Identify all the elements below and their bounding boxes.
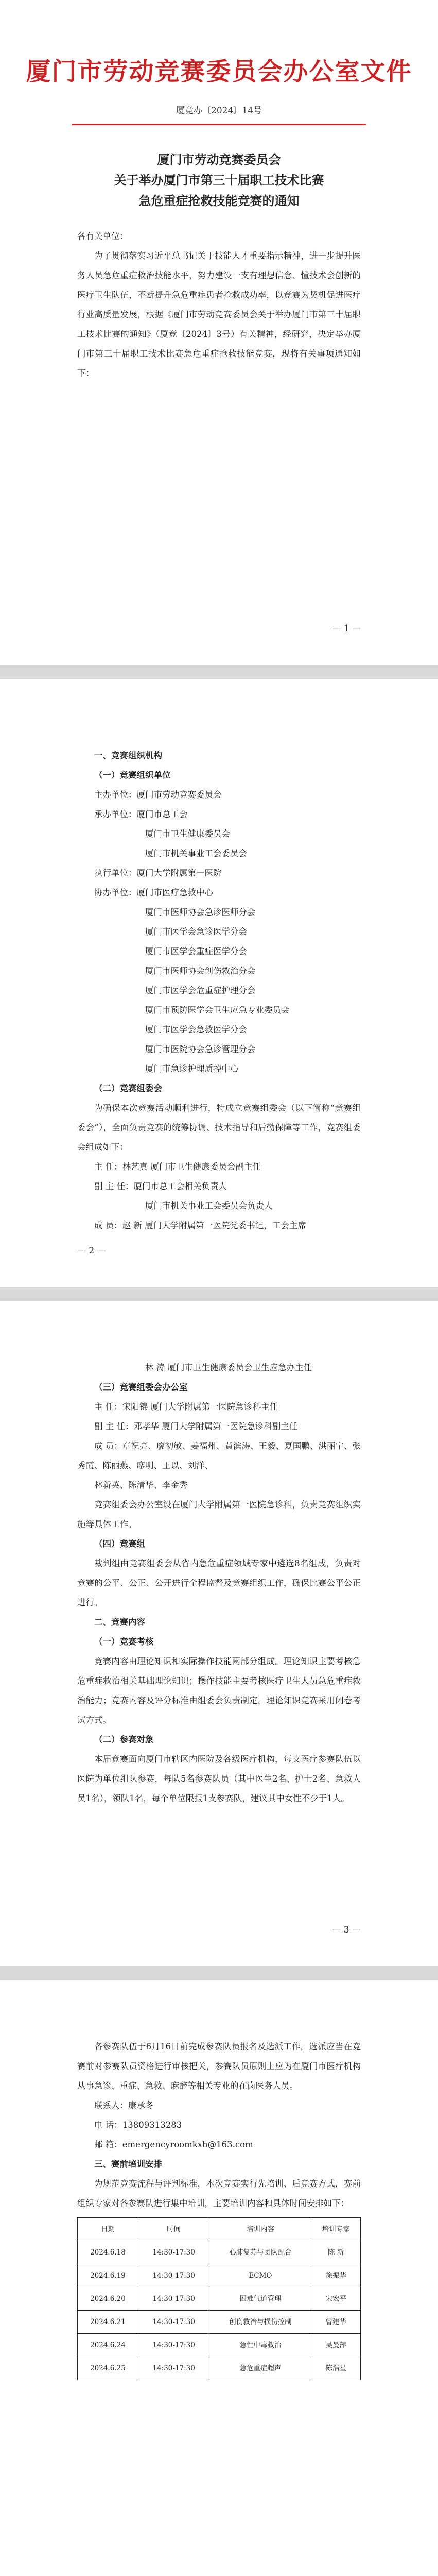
table-row: [78, 2311, 361, 2334]
table-header: 日期: [78, 2218, 138, 2241]
role-line: 厦门市急诊护理质控中心: [145, 1064, 239, 1074]
table-header: 培训专家: [311, 2218, 361, 2241]
table-row: [78, 2357, 361, 2380]
table-row: [78, 2334, 361, 2357]
table-row: [78, 2241, 361, 2264]
committee-line: 林 涛 厦门市卫生健康委员会卫生应急办主任: [145, 1363, 312, 1372]
registration-paragraph: 各参赛队伍于6月16日前完成参赛队员报名及选派工作。选派应当在竞赛前对参赛队员资格进行审核把关，参赛队员原则上应为在厦门市医疗机构从事急诊、重症、急救、麻醉等相关专业的在岗医务人员。: [77, 2042, 361, 2091]
page-separator: [0, 1966, 438, 1980]
table-header: 时间: [138, 2218, 209, 2241]
committee-line: 主 任：林艺真 厦门市卫生健康委员会副主任: [94, 1162, 261, 1172]
table-cell: 2024.6.25: [78, 2357, 138, 2380]
role-line: 承办单位：厦门市总工会: [94, 809, 188, 819]
intro-paragraph: 为了贯彻落实习近平总书记关于技能人才重要指示精神，进一步提升医务人员急危重症救治技能水平，努力建设一支有理想信念、懂技术会创新的医疗卫生队伍，不断提升急危重症患者抢救成功率，以竞赛为契机促进医疗行业高质量发展，根据《厦门市劳动竞赛委员会关于举办厦门市第三十届职工技术比赛的通知》（厦竞〔2024〕3号）有关精神，经研究，决定举办厦门市第三十届职工技术比赛急危重症抢救技能竞赛，现将有关事项通知如下：: [77, 251, 361, 378]
role-line: 厦门市机关事业工会委员会: [145, 849, 247, 858]
title-line: 厦门市劳动竞赛委员会: [157, 152, 281, 167]
table-cell: 14:30-17:30: [138, 2241, 209, 2264]
committee-line: 成 员：赵 新 厦门大学附属第一医院党委书记，工会主席: [94, 1221, 306, 1230]
table-header-row: [78, 2218, 361, 2241]
table-cell: 2024.6.21: [78, 2311, 138, 2334]
table-header: 培训内容: [209, 2218, 311, 2241]
table-cell: 徐振华: [311, 2264, 361, 2287]
table-cell: 2024.6.18: [78, 2241, 138, 2264]
table-cell: ECMO: [209, 2264, 311, 2287]
page-number: — 1 —: [332, 623, 361, 634]
table-cell: 困难气道管理: [209, 2287, 311, 2311]
page-1: [0, 0, 438, 665]
page4-body: [77, 2037, 361, 2388]
committee-line: 厦门市机关事业工会委员会负责人: [145, 1201, 273, 1211]
document-title: [77, 149, 361, 211]
office-line: 成 员：章祝亮、廖初敏、姜福州、黄滨涛、王毅、夏国鹏、洪丽宁、张秀霞、陈丽燕、廖明、王以、刘洋、: [77, 1441, 361, 1470]
title-line: 关于举办厦门市第三十届职工技术比赛: [114, 173, 324, 188]
office-line: 林新英、陈清华、李金秀: [94, 1480, 188, 1490]
committee-line: 副 主 任：厦门市总工会相关负责人: [94, 1181, 227, 1191]
page-4: [0, 1980, 438, 2576]
table-cell: 14:30-17:30: [138, 2334, 209, 2357]
table-row: [78, 2287, 361, 2311]
table-cell: 14:30-17:30: [138, 2287, 209, 2311]
subsection-heading: （三）竞赛组委会办公室: [94, 1382, 188, 1392]
committee-intro: 为确保本次竞赛活动顺利进行，特成立竞赛组委会（以下简称“竞赛组委会”），全面负责竞赛的统筹协调、技术指导和后勤保障等工作，竞赛组委会组成如下：: [77, 1103, 361, 1152]
table-cell: 14:30-17:30: [138, 2357, 209, 2380]
training-intro: 为规范竞赛流程与评判标准，本次竞赛实行先培训、后竞赛方式，赛前组织专家对各参赛队进行集中培训，主要培训内容和具体时间安排如下：: [77, 2179, 361, 2208]
title-line: 急危重症抢救技能竞赛的通知: [138, 193, 300, 208]
page3-body: [77, 1358, 361, 1808]
subsection-heading: （一）竞赛考核: [94, 1637, 154, 1647]
training-schedule-table: [77, 2217, 361, 2380]
page-3: [0, 1301, 438, 1966]
section-heading: 二、竞赛内容: [94, 1617, 145, 1627]
page-number: — 2 —: [77, 1246, 106, 1256]
red-divider: [72, 124, 366, 125]
role-line: 厦门市医师协会创伤救治分会: [145, 966, 256, 976]
phone-line: 电 话：13809313283: [94, 2120, 182, 2130]
table-cell: 宋宏平: [311, 2287, 361, 2311]
email-line: 邮 箱：emergencyroomkxh@163.com: [94, 2140, 253, 2149]
section-heading: 三、赛前培训安排: [94, 2159, 162, 2169]
table-cell: 14:30-17:30: [138, 2311, 209, 2334]
org-header-title: 厦门市劳动竞赛委员会办公室文件: [26, 57, 412, 86]
salutation: 各有关单位：: [77, 231, 128, 241]
subsection-heading: （四）竞赛组: [94, 1539, 145, 1549]
table-cell: 14:30-17:30: [138, 2264, 209, 2287]
table-cell: 陈浩星: [311, 2357, 361, 2380]
document-number: 厦竞办〔2024〕14号: [176, 106, 262, 116]
table-cell: 急性中毒救治: [209, 2334, 311, 2357]
table-cell: 2024.6.19: [78, 2264, 138, 2287]
content-paragraph: 本届竞赛面向厦门市辖区内医院及各级医疗机构，每支医疗参赛队伍以医院为单位组队参赛，每队5名参赛队员（其中医生2名、护士2名、急救人员1名），领队1名，每个单位限报1支参赛队，建议其中女性不少于1人。: [77, 1754, 361, 1803]
table-cell: 急危重症超声: [209, 2357, 311, 2380]
page-2: [0, 679, 438, 1287]
table-row: [78, 2264, 361, 2287]
page-number: — 3 —: [332, 1925, 361, 1935]
judges-paragraph: 裁判组由竞赛组委会从省内急危重症领域专家中遴选8名组成，负责对竞赛的公平、公正、公开进行全程监督及竞赛组织工作，确保比赛公平公正进行。: [77, 1558, 361, 1607]
role-line: 厦门市卫生健康委员会: [145, 829, 230, 839]
role-line: 厦门市医学会重症医学分会: [145, 946, 247, 956]
table-cell: 心肺复苏与团队配合: [209, 2241, 311, 2264]
subsection-heading: （二）竞赛组委会: [94, 1083, 162, 1093]
role-line: 厦门市医学会危重症护理分会: [145, 986, 256, 995]
content-paragraph: 竞赛内容由理论知识和实际操作技能两部分组成。理论知识主要考核急危重症救治相关基础理论知识；操作技能主要考核医疗卫生人员急危重症救治能力；竞赛内容及评分标准由组委会负责制定。理论知识竞赛采用闭卷考试方式。: [77, 1656, 361, 1725]
table-cell: 曾建华: [311, 2311, 361, 2334]
subsection-heading: （一）竞赛组织单位: [94, 770, 171, 780]
role-line: 厦门市预防医学会卫生应急专业委员会: [145, 1005, 290, 1015]
office-line: 主 任：宋阳锦 厦门大学附属第一医院急诊科主任: [94, 1402, 278, 1412]
subsection-heading: （二）参赛对象: [94, 1735, 154, 1744]
office-note: 竞赛组委会办公室设在厦门大学附属第一医院急诊科，负责竞赛组织实施等具体工作。: [77, 1500, 361, 1529]
page2-body: [77, 746, 361, 1235]
table-cell: 陈 新: [311, 2241, 361, 2264]
table-cell: 创伤救治与损伤控制: [209, 2311, 311, 2334]
page1-body: [77, 227, 361, 383]
role-line: 厦门市医师协会急诊医师分会: [145, 907, 256, 917]
role-line: 协办单位：厦门市医疗急救中心: [94, 888, 213, 897]
section-heading: 一、竞赛组织机构: [94, 751, 162, 760]
role-line: 厦门市医院协会急诊管理分会: [145, 1044, 256, 1054]
page-separator: [0, 1287, 438, 1301]
role-line: 执行单位：厦门大学附属第一医院: [94, 868, 222, 878]
table-cell: 吴曼萍: [311, 2334, 361, 2357]
page-separator: [0, 665, 438, 679]
table-cell: 2024.6.20: [78, 2287, 138, 2311]
office-line: 副 主 任：邓孝华 厦门大学附属第一医院急诊科副主任: [94, 1421, 298, 1431]
role-line: 主办单位：厦门市劳动竞赛委员会: [94, 790, 222, 800]
contact-line: 联系人：康承冬: [94, 2100, 154, 2110]
role-line: 厦门市医学会急诊医学分会: [145, 927, 247, 937]
table-cell: 2024.6.24: [78, 2334, 138, 2357]
role-line: 厦门市医学会急救医学分会: [145, 1025, 247, 1035]
